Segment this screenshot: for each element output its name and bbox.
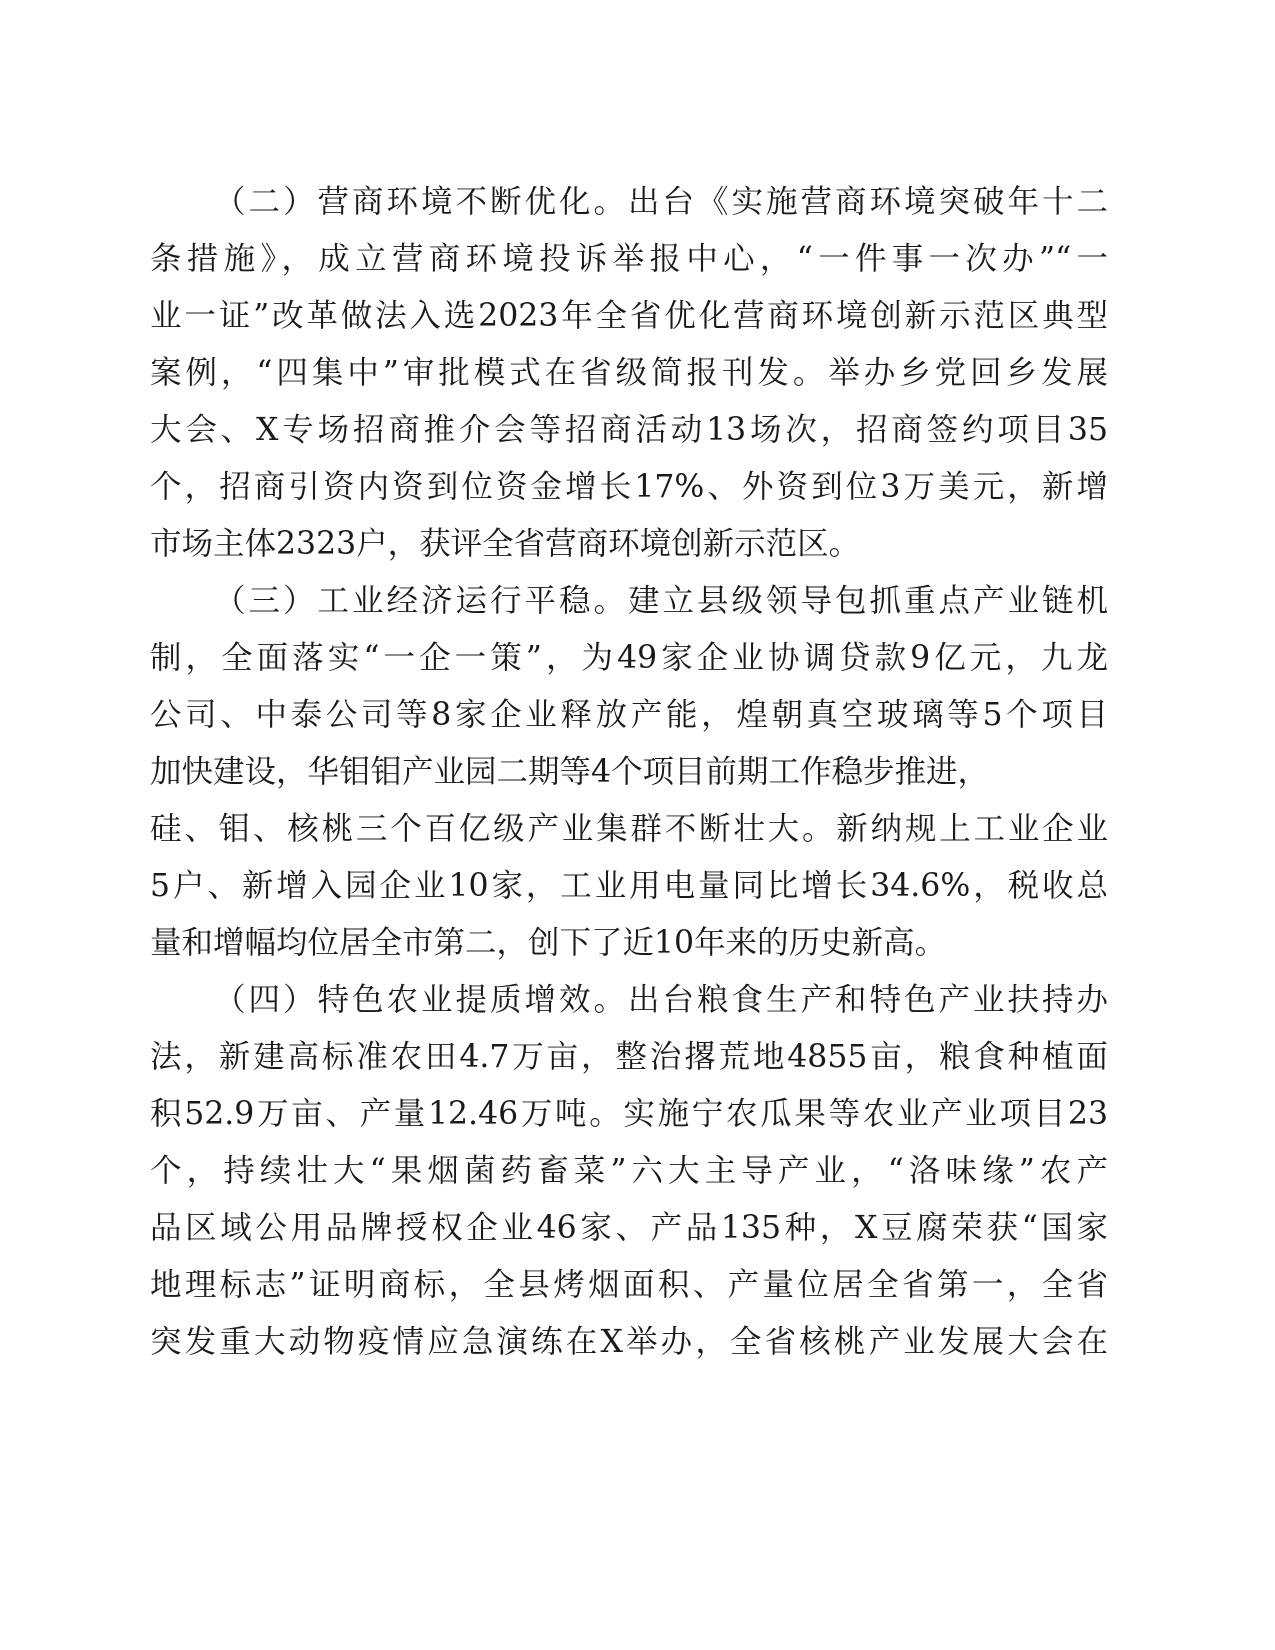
paragraph-line: （三）工业经济运行平稳。建立县级领导包抓重点产业链机 [214,583,1108,619]
paragraph-line: 公司、中泰公司等8家企业释放产能，煌朝真空玻璃等5个项目 [150,697,1108,733]
paragraph-line: 突发重大动物疫情应急演练在X举办，全省核桃产业发展大会在 [150,1324,1108,1360]
paragraph-line: 个，持续壮大“果烟菌药畜菜”六大主导产业，“洛味缘”农产 [150,1153,1108,1189]
paragraph-line: 硅、钼、核桃三个百亿级产业集群不断壮大。新纳规上工业企业 [150,811,1108,847]
paragraph-business-environment [150,174,1108,573]
paragraph-line: 制，全面落实“一企一策”，为49家企业协调贷款9亿元，九龙 [150,640,1108,676]
paragraph-agriculture [150,972,1108,1371]
paragraph-line: 业一证”改革做法入选2023年全省优化营商环境创新示范区典型 [150,298,1108,334]
paragraph-line: 市场主体2323户，获评全省营商环境创新示范区。 [150,526,861,562]
paragraph-line: 积52.9万亩、产量12.46万吨。实施宁农瓜果等农业产业项目23 [150,1096,1108,1132]
paragraph-line: 大会、X专场招商推介会等招商活动13场次，招商签约项目35 [150,412,1108,448]
paragraph-line: 地理标志”证明商标，全县烤烟面积、产量位居全省第一，全省 [150,1267,1108,1303]
paragraph-line: （四）特色农业提质增效。出台粮食生产和特色产业扶持办 [214,982,1108,1018]
paragraph-industrial-economy [150,573,1108,972]
paragraph-line: 法，新建高标准农田4.7万亩，整治撂荒地4855亩，粮食种植面 [150,1039,1108,1075]
paragraph-line: 个，招商引资内资到位资金增长17%、外资到位3万美元，新增 [150,469,1108,505]
paragraph-line: 案例，“四集中”审批模式在省级简报刊发。举办乡党回乡发展 [150,355,1108,391]
paragraph-line: 量和增幅均位居全市第二，创下了近10年来的历史新高。 [150,925,947,961]
paragraph-line: 加快建设，华钼钼产业园二期等4个项目前期工作稳步推进， [150,754,990,790]
paragraph-line: 5户、新增入园企业10家，工业用电量同比增长34.6%，税收总 [150,868,1108,904]
paragraph-line: 品区域公用品牌授权企业46家、产品135种，X豆腐荣获“国家 [150,1210,1108,1246]
paragraph-line: （二）营商环境不断优化。出台《实施营商环境突破年十二 [214,184,1108,220]
paragraph-line: 条措施》，成立营商环境投诉举报中心，“一件事一次办”“一 [150,241,1108,277]
document-body [150,174,1108,1371]
